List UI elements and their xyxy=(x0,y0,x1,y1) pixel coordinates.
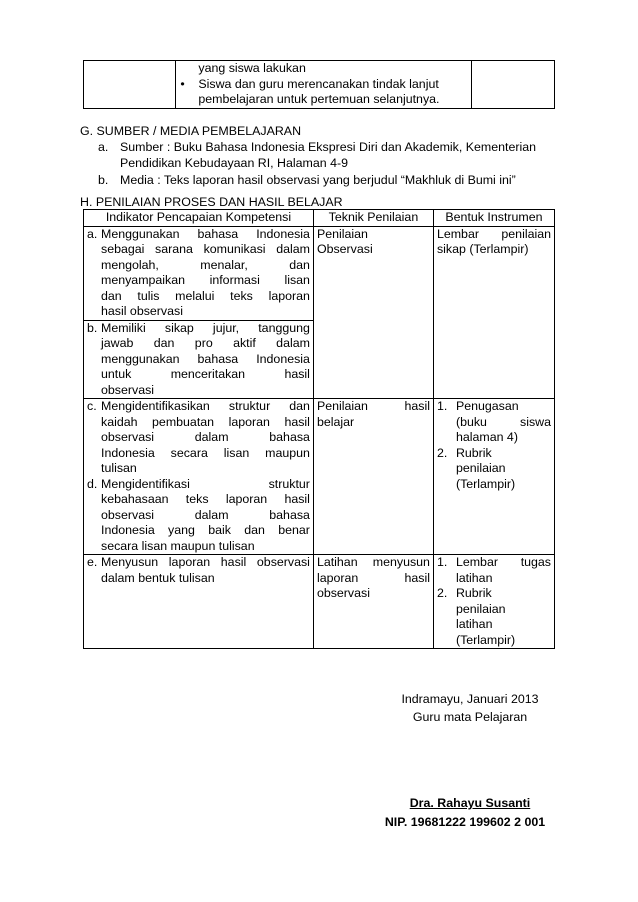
indikator-c-line: Indonesia secara lisan maupun xyxy=(101,445,310,460)
instrumen-1-label: 1. xyxy=(436,555,448,569)
teknik-c-d xyxy=(313,399,433,555)
bentuk-line: sikap (Terlampir) xyxy=(436,242,529,256)
instrumen-line: halaman 4) xyxy=(455,430,518,444)
section-g-b-label: b. xyxy=(98,173,109,187)
section-g-a-label: a. xyxy=(98,140,109,154)
section-g-b-text: Media : Teks laporan hasil observasi yang berjudul “Makhluk di Bumi ini” xyxy=(120,173,516,187)
indikator-d-line: Mengidentifikasi struktur xyxy=(101,476,310,491)
teknik-line: Penilaian xyxy=(316,226,368,241)
teknik-line: laporan hasil xyxy=(316,570,430,585)
indikator-b-line: Memiliki sikap jujur, tanggung xyxy=(101,320,310,335)
indikator-c-line: observasi dalam bahasa xyxy=(101,430,310,444)
instrumen-line: penilaian xyxy=(455,601,506,616)
indikator-b-line: observasi xyxy=(101,382,155,397)
signature-role: Guru mata Pelajaran xyxy=(412,710,528,724)
top-line3: pembelajaran untuk pertemuan selanjutnya. xyxy=(198,92,440,106)
instrumen-line: latihan xyxy=(455,570,493,585)
signature-name: Dra. Rahayu Susanti xyxy=(409,796,531,810)
indikator-b xyxy=(84,320,314,399)
indikator-d-label: d. xyxy=(87,476,98,491)
instrumen-line: (Terlampir) xyxy=(455,476,516,491)
header-indikator: Indikator Pencapaian Kompetensi xyxy=(84,210,314,227)
instrumen-line: Rubrik xyxy=(455,445,492,460)
signature-nip: NIP. 19681222 199602 2 001 xyxy=(384,815,546,829)
section-g-item-a xyxy=(98,140,558,156)
bentuk-e xyxy=(433,555,554,649)
section-g-a-line2: Pendidikan Kebudayaan RI, Halaman 4-9 xyxy=(120,156,348,170)
assessment-table xyxy=(83,209,555,649)
section-g-heading: G. SUMBER / MEDIA PEMBELAJARAN xyxy=(80,124,302,138)
section-h-heading: H. PENILAIAN PROSES DAN HASIL BELAJAR xyxy=(80,195,343,209)
indikator-e xyxy=(84,555,314,649)
indikator-a-line: sebagai sarana komunikasi dalam xyxy=(101,242,310,256)
indikator-d-line: Indonesia yang baik dan benar xyxy=(101,523,310,537)
indikator-d-line: kebahasaan teks laporan hasil xyxy=(101,492,310,506)
indikator-a-line: mengolah, menalar, dan xyxy=(101,257,310,272)
instrumen-line: Lembar tugas xyxy=(455,555,551,569)
indikator-a-line: dan tulis melalui teks laporan xyxy=(101,288,310,303)
instrumen-1-label: 1. xyxy=(436,399,448,413)
indikator-c-label: c. xyxy=(87,399,97,413)
table-row xyxy=(84,226,555,320)
table-row xyxy=(84,399,555,555)
assessment-header-row xyxy=(84,210,555,227)
instrumen-line: (buku siswa xyxy=(455,414,551,429)
indikator-c-line: tulisan xyxy=(101,461,137,475)
top-table-cell-activities xyxy=(176,61,471,109)
instrumen-2-label: 2. xyxy=(436,586,448,600)
indikator-a-line: Menggunakan bahasa Indonesia xyxy=(101,226,310,241)
teknik-line: Penilaian hasil xyxy=(316,399,430,413)
section-g-a-line1: Sumber : Buku Bahasa Indonesia Ekspresi Diri dan Akademik, Kementerian xyxy=(120,140,536,154)
top-table xyxy=(83,60,555,109)
indikator-b-line: untuk menceritakan hasil xyxy=(101,367,310,381)
header-bentuk: Bentuk Instrumen xyxy=(433,210,554,227)
indikator-a-line: hasil observasi xyxy=(101,304,183,318)
indikator-a-line: menyampaikan informasi lisan xyxy=(101,273,310,287)
teknik-e xyxy=(313,555,433,649)
teknik-line: Latihan menyusun xyxy=(316,555,430,569)
signature-place-date: Indramayu, Januari 2013 xyxy=(401,692,539,706)
top-line1: yang siswa lakukan xyxy=(198,61,306,75)
indikator-a xyxy=(84,226,314,320)
indikator-d-line: observasi dalam bahasa xyxy=(101,507,310,522)
instrumen-line: Penugasan xyxy=(455,399,519,413)
section-g-item-b xyxy=(98,173,558,189)
top-table-cell-empty-1 xyxy=(84,61,176,109)
indikator-b-line: jawab dan pro aktif dalam xyxy=(101,336,310,350)
teknik-line: belajar xyxy=(316,414,355,429)
indikator-c-d xyxy=(84,399,314,555)
indikator-b-line: menggunakan bahasa Indonesia xyxy=(101,351,310,366)
instrumen-line: Rubrik xyxy=(455,586,492,600)
indikator-a-label: a. xyxy=(87,226,98,241)
instrumen-line: penilaian xyxy=(455,461,506,475)
top-line2: Siswa dan guru merencanakan tindak lanjut xyxy=(198,76,439,91)
top-table-cell-empty-2 xyxy=(471,61,554,109)
indikator-d-line: secara lisan maupun tulisan xyxy=(101,538,255,553)
instrumen-line: (Terlampir) xyxy=(455,632,516,647)
teknik-a-b xyxy=(313,226,433,399)
instrumen-2-label: 2. xyxy=(436,445,448,460)
bentuk-a-b xyxy=(433,226,554,399)
teknik-line: observasi xyxy=(316,586,370,600)
table-row xyxy=(84,555,555,649)
indikator-e-line: Menyusun laporan hasil observasi xyxy=(101,555,310,569)
instrumen-line: latihan xyxy=(455,617,493,631)
bentuk-line: Lembar penilaian xyxy=(436,226,551,241)
indikator-b-label: b. xyxy=(87,320,98,335)
indikator-c-line: Mengidentifikasikan struktur dan xyxy=(101,399,310,413)
indikator-e-line: dalam bentuk tulisan xyxy=(101,570,215,585)
bullet-icon: • xyxy=(180,76,185,91)
teknik-line: Observasi xyxy=(316,242,373,256)
indikator-c-line: kaidah pembuatan laporan hasil xyxy=(101,414,310,429)
header-teknik: Teknik Penilaian xyxy=(313,210,433,227)
bentuk-c-d xyxy=(433,399,554,555)
indikator-e-label: e. xyxy=(87,555,98,569)
